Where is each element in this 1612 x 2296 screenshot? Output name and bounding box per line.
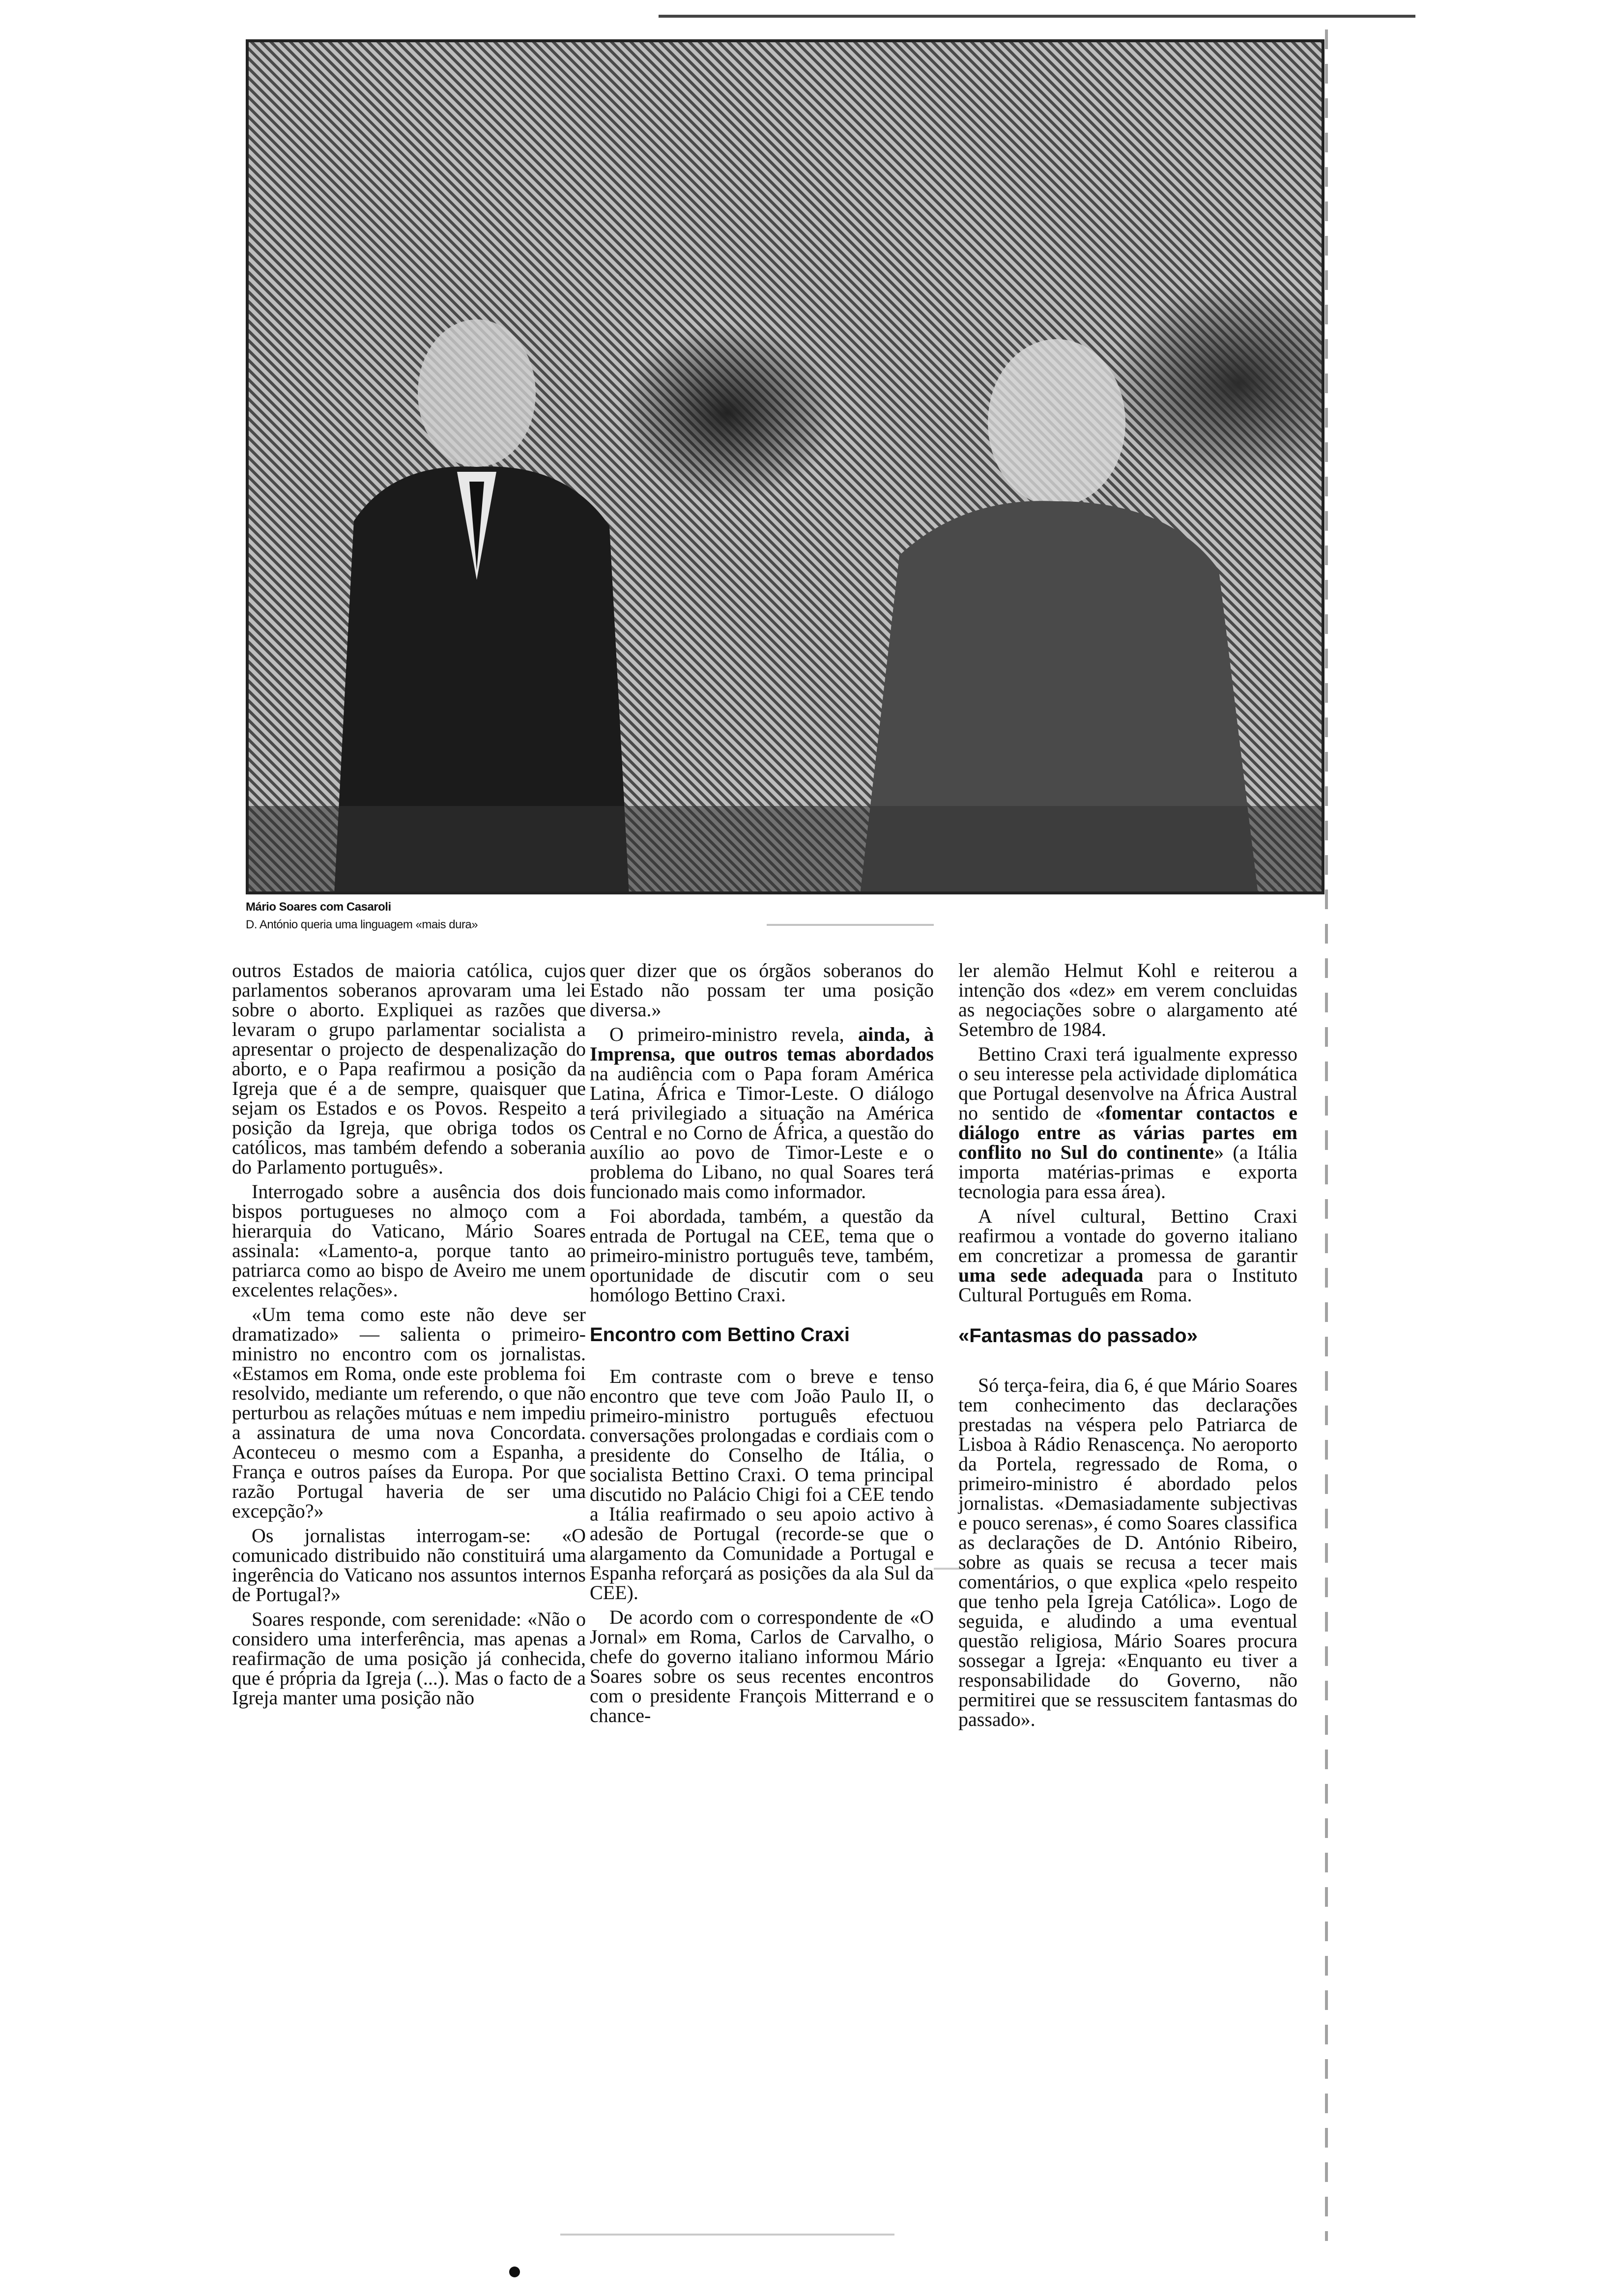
paragraph: quer dizer que os órgãos soberanos do Estado não possam ter uma posição diversa.» <box>590 959 934 1021</box>
bold-text: uma sede adequada <box>958 1264 1144 1286</box>
paragraph-text: O primeiro-ministro revela, <box>609 1023 859 1045</box>
article-column-3 <box>958 961 1297 1734</box>
paragraph: Os jornalistas interrogam-se: «O comunicado distribuido não constituirá uma ingerência do Vaticano nos assuntos internos de Portugal?» <box>232 1524 586 1606</box>
paragraph <box>958 1044 1297 1202</box>
paragraph: Em contraste com o breve e tenso encontro que teve com João Paulo II, o primeiro-ministro português efectuou conversações prolongadas e cordiais com o presidente do Conselho de Itália, o socialista Bettino Craxi. O tema principal discutido no Palácio Chigi foi a CEE tendo a Itália reafirmado o seu apoio activo à adesão de Portugal (recorde-se que o alargamento da Comunidade a Portugal e Espanha reforçará as posições da ala Sul da CEE). <box>590 1365 934 1604</box>
scan-noise <box>767 924 934 926</box>
paragraph: Interrogado sobre a ausência dos dois bispos portugueses no almoço com a hierarquia do Vaticano, Mário Soares assinala: «Lamento-a, porque tanto ao patriarca como ao bispo de Aveiro me unem excelentes relações». <box>232 1180 586 1301</box>
scan-edge <box>1325 29 1328 2241</box>
paragraph-text: para o Instituto Cultural Português em Roma. <box>958 1264 1298 1306</box>
paragraph-text: na audiência com o Papa foram América Latina, África e Timor-Leste. O diálogo terá privilegiado a situação na América Central e no Corno de África, a questão do auxílio ao povo de Timor-Leste e o problema do Libano, no qual Soares terá funcionado mais como informador. <box>590 1062 934 1203</box>
paragraph: Só terça-feira, dia 6, é que Mário Soares tem conhecimento das declarações prestadas na véspera pelo Patriarca de Lisboa à Rádio Renascença. No aeroporto da Portela, regressado de Roma, o primeiro-ministro é abordado pelos jornalistas. «Demasiadamente subjectivas e pouco serenas», é como Soares classifica as declarações de D. António Ribeiro, sobre as quais se recusa a tecer mais comentários, o que explica «pelo respeito que tenho pela Igreja Católica». Logo de seguida, e aludindo a uma eventual questão religiosa, Mário Soares procura sossegar a Igreja: «Enquanto eu tiver a responsabilidade do Governo, não permitirei que se ressuscitem fantasmas do passado». <box>958 1374 1297 1730</box>
paragraph: De acordo com o correspondente de «O Jornal» em Roma, Carlos de Carvalho, o chefe do governo italiano informou Mário Soares sobre os seus recentes encontros com o presidente François Mitterrand e o chance- <box>590 1606 934 1726</box>
paragraph: Soares responde, com serenidade: «Não o considero uma interferência, mas apenas a reafirmação de uma posição já conhecida, que é própria da Igreja (...). Mas o facto de a Igreja manter uma posição não <box>232 1608 586 1709</box>
scan-noise <box>560 2234 894 2236</box>
article-column-2 <box>590 961 934 1730</box>
paragraph: outros Estados de maioria católica, cujos parlamentos soberanos aprovaram uma lei sobre o aborto. Expliquei as razões que levaram o grupo parlamentar socialista a apresentar o projecto de despenalização do aborto, e o Papa reafirmou a posição da Igreja que é a de sempre, quaisquer que sejam os Estados e os Povos. Respeito a posição da Igreja, que obriga todos os católicos, mas também defendo a soberania do Parlamento português». <box>232 959 586 1178</box>
section-heading-craxi: Encontro com Bettino Craxi <box>590 1324 850 1346</box>
paragraph <box>958 1206 1297 1305</box>
paragraph-text: » (a Itália importa matérias-primas e exporta tecnologia para essa área). <box>958 1141 1297 1203</box>
photo-caption-quote: D. António queria uma linguagem «mais dura» <box>246 918 478 931</box>
paragraph: ler alemão Helmut Kohl e reiterou a intenção dos «dez» em verem concluidas as negociações sobre o alargamento até Setembro de 1984. <box>958 959 1297 1040</box>
scan-noise <box>934 1568 993 1570</box>
article-column-1 <box>232 961 586 1713</box>
photo-caption-name: Mário Soares com Casaroli <box>246 900 391 914</box>
bold-text: ainda, à Imprensa, que outros temas abordados <box>590 1023 934 1065</box>
paragraph <box>590 1025 934 1202</box>
news-photo <box>246 39 1324 894</box>
paragraph: «Um tema como este não deve ser dramatizado» — salienta o primeiro-ministro no encontro com os jornalistas. «Estamos em Roma, onde este problema foi resolvido, mediante um referendo, o que não perturbou as relações mútuas e nem impediu a assinatura de uma nova Concordata. Aconteceu o mesmo com a Espanha, a França e outros países da Europa. Por que razão Portugal haveria de ser uma excepção?» <box>232 1303 586 1522</box>
top-rule <box>659 15 1415 18</box>
paragraph-text: Bettino Craxi terá igualmente expresso o seu interesse pela actividade diplomática que Portugal desenvolve na África Austral no sentido de « <box>958 1043 1297 1124</box>
paragraph-text: A nível cultural, Bettino Craxi reafirmou a vontade do governo italiano em concretizar a promessa de garantir <box>958 1205 1297 1266</box>
bullet-dot <box>509 2267 520 2277</box>
section-heading-fantasmas: «Fantasmas do passado» <box>958 1325 1198 1347</box>
paragraph: Foi abordada, também, a questão da entrada de Portugal na CEE, tema que o primeiro-ministro português teve, também, oportunidade de discutir com o seu homólogo Bettino Craxi. <box>590 1205 934 1306</box>
bold-text: fomentar contactos e diálogo entre as várias partes em conflito no Sul do continente <box>958 1102 1297 1163</box>
